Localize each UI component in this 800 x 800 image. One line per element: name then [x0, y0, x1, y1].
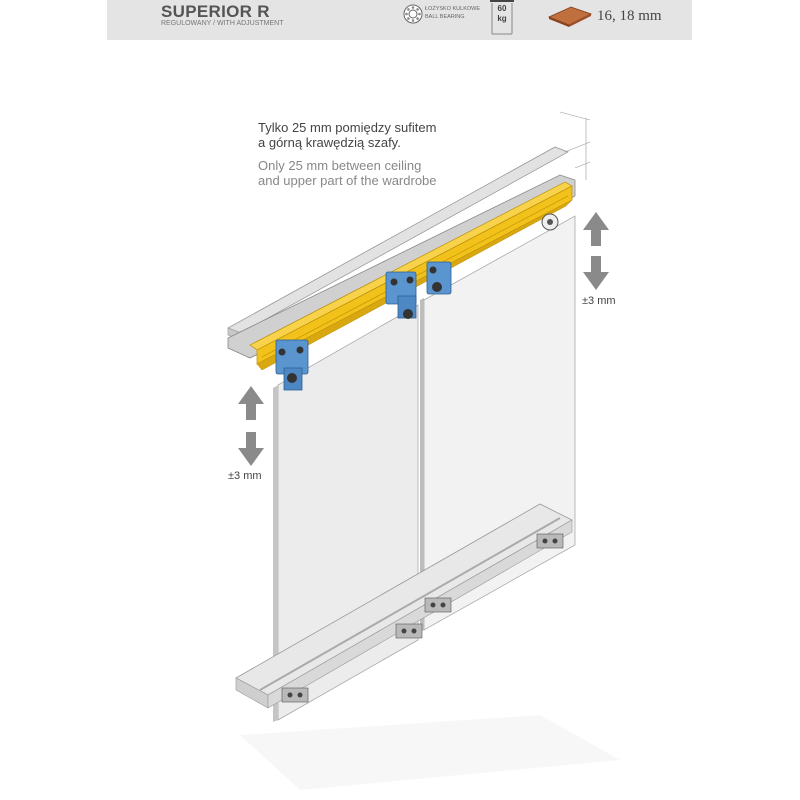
note-english-line2: and upper part of the wardrobe [258, 173, 437, 188]
weight-value: 60 [497, 4, 507, 13]
bearing-label-pl: ŁOŻYSKO KULKOWE [425, 6, 481, 12]
dimension-lines [560, 112, 590, 180]
note-polish [258, 120, 436, 150]
carriage-right [427, 262, 451, 294]
product-subtitle: REGULOWANY / WITH ADJUSTMENT [161, 20, 284, 27]
bottom-guide-1 [282, 688, 308, 702]
adjust-arrows-left [238, 386, 264, 466]
adjust-label-right: ±3 mm [582, 295, 616, 307]
floor-reflection [240, 715, 620, 790]
bottom-guide-4 [537, 534, 563, 548]
panel-thickness: 16, 18 mm [597, 8, 662, 24]
note-polish-line2: a górną krawędzią szafy. [258, 135, 401, 150]
bottom-guide-2 [396, 624, 422, 638]
adjust-arrows-right [583, 212, 609, 290]
bottom-guide-3 [425, 598, 451, 612]
bearing-label-en: BALL BEARING [425, 14, 465, 20]
note-english [258, 158, 437, 188]
note-english-line1: Only 25 mm between ceiling [258, 158, 422, 173]
carriage-middle [386, 272, 416, 319]
weight-unit: kg [497, 14, 507, 23]
adjust-label-left: ±3 mm [228, 470, 262, 482]
note-polish-line1: Tylko 25 mm pomiędzy sufitem [258, 120, 437, 135]
end-stop [542, 214, 558, 230]
product-title: SUPERIOR R [161, 2, 270, 21]
